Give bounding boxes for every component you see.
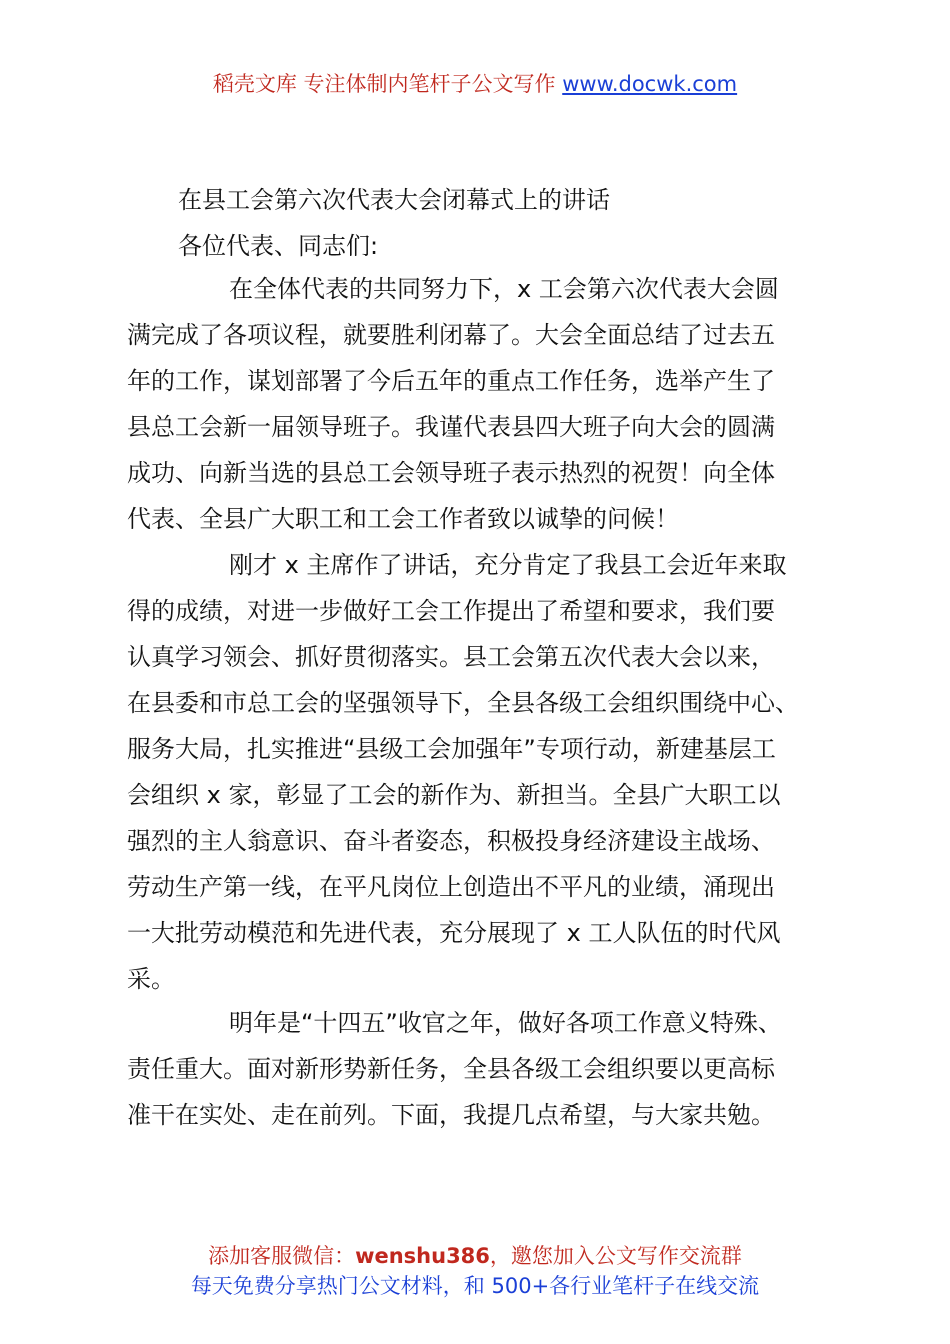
footer-contact-line (0, 1240, 950, 1270)
document-salutation: 各位代表、同志们: (178, 232, 379, 260)
paragraph-line: 县总工会新一届领导班子。我谨代表县四大班子向大会的圆满 (127, 413, 775, 441)
paragraph-3 (127, 1000, 827, 1138)
paragraph-line: 会组织 x 家，彰显了工会的新作为、新担当。全县广大职工以 (127, 781, 781, 809)
paragraph-line: 一大批劳动模范和先进代表，充分展现了 x 工人队伍的时代风 (127, 919, 781, 947)
paragraph-line: 在全体代表的共同努力下，x 工会第六次代表大会圆 (229, 275, 779, 303)
paragraph-line: 责任重大。面对新形势新任务，全县各级工会组织要以更高标 (127, 1055, 775, 1083)
watermark-header (0, 68, 950, 98)
paragraph-line: 服务大局，扎实推进“县级工会加强年”专项行动，新建基层工 (127, 735, 776, 763)
document-title: 在县工会第六次代表大会闭幕式上的讲话 (178, 186, 610, 214)
footer-promo-line: 每天免费分享热门公文材料，和 500+各行业笔杆子在线交流 (190, 1274, 760, 1298)
footer-wechat-id: wenshu386 (355, 1244, 490, 1268)
paragraph-line: 强烈的主人翁意识、奋斗者姿态，积极投身经济建设主战场、 (127, 827, 775, 855)
header-brand-text: 稻壳文库 专注体制内笔杆子公文写作 (212, 72, 563, 96)
paragraph-line: 准干在实处、走在前列。下面，我提几点希望，与大家共勉。 (127, 1101, 775, 1129)
paragraph-line: 在县委和市总工会的坚强领导下，全县各级工会组织围绕中心、 (127, 689, 799, 717)
paragraph-line: 认真学习领会、抓好贯彻落实。县工会第五次代表大会以来， (127, 643, 775, 671)
paragraph-line: 劳动生产第一线，在平凡岗位上创造出不平凡的业绩，涌现出 (127, 873, 775, 901)
paragraph-line: 满完成了各项议程，就要胜利闭幕了。大会全面总结了过去五 (127, 321, 775, 349)
paragraph-2 (127, 542, 827, 1002)
paragraph-line: 成功、向新当选的县总工会领导班子表示热烈的祝贺！向全体 (127, 459, 775, 487)
header-website-link[interactable]: www.docwk.com (562, 72, 738, 96)
paragraph-line: 代表、全县广大职工和工会工作者致以诚挚的问候！ (127, 505, 679, 533)
footer-contact-suffix: ，邀您加入公文写作交流群 (489, 1244, 742, 1268)
paragraph-line: 得的成绩，对进一步做好工会工作提出了希望和要求，我们要 (127, 597, 775, 625)
paragraph-line: 明年是“十四五”收官之年，做好各项工作意义特殊、 (229, 1009, 782, 1037)
paragraph-line: 年的工作，谋划部署了今后五年的重点工作任务，选举产生了 (127, 367, 775, 395)
paragraph-1 (127, 266, 827, 542)
paragraph-line: 采。 (127, 965, 175, 993)
paragraph-line: 刚才 x 主席作了讲话，充分肯定了我县工会近年来取 (229, 551, 787, 579)
footer-contact-prefix: 添加客服微信： (208, 1244, 356, 1268)
